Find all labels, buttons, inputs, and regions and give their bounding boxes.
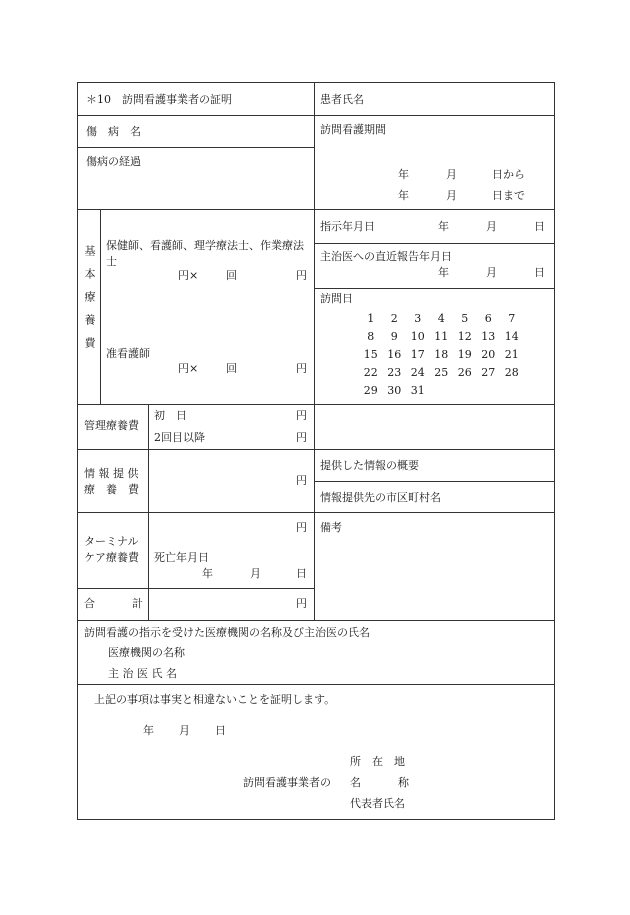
visit-day: 30 (387, 384, 402, 397)
terminal-fee-label-1: ターミナル (84, 535, 139, 548)
visit-day: 1 (367, 312, 375, 325)
death-month: 月 (250, 567, 261, 580)
visit-day: 10 (410, 330, 425, 343)
assoc-nurse-label: 准看護師 (106, 347, 150, 360)
provider-name-label-a: 名 (350, 776, 361, 789)
info-fee-label-2: 療 養 費 (84, 483, 139, 496)
death-day: 日 (296, 567, 307, 580)
cert-year: 年 (143, 724, 154, 737)
death-year: 年 (202, 567, 213, 580)
rule (314, 243, 554, 244)
rule (314, 481, 554, 482)
info-summary-label: 提供した情報の概要 (320, 459, 419, 472)
period-from-year: 年 (398, 168, 409, 181)
provider-name-label-b: 称 (398, 776, 409, 789)
report-month: 月 (486, 266, 497, 279)
nurse-yen: 円 (296, 269, 307, 282)
instruction-month: 月 (486, 220, 497, 233)
visit-day: 3 (414, 312, 422, 325)
assoc-yen: 円 (296, 362, 307, 375)
visit-day: 13 (481, 330, 496, 343)
visit-day: 14 (504, 330, 519, 343)
visit-day: 22 (363, 366, 378, 379)
visit-day: 8 (367, 330, 375, 343)
visit-days-calendar (359, 312, 524, 398)
rule (78, 404, 554, 405)
disease-course-label: 傷病の経過 (86, 155, 141, 168)
form-title: ＊10 訪問看護事業者の証明 (86, 93, 232, 106)
rule (78, 684, 554, 685)
assoc-count-unit: 回 (226, 362, 237, 375)
report-year: 年 (438, 266, 449, 279)
nurse-category-label: 保健師、看護師、理学療法士、作業療法士 (106, 239, 304, 268)
basic-fee-label: 基本療養費 (83, 245, 96, 360)
visit-day: 20 (481, 348, 496, 361)
instruction-date-label: 指示年月日 (320, 220, 375, 233)
first-day-label: 初 日 (154, 409, 187, 422)
visit-day: 4 (437, 312, 445, 325)
total-yen: 円 (296, 597, 307, 610)
rule (314, 83, 315, 620)
second-after-label: 2回目以降 (154, 431, 205, 444)
cert-day: 日 (215, 724, 226, 737)
nurse-unit-yen: 円× (178, 269, 199, 282)
instruction-day: 日 (534, 220, 545, 233)
visit-day: 17 (410, 348, 425, 361)
rule (78, 588, 314, 589)
visit-day: 23 (387, 366, 402, 379)
visit-day: 15 (363, 348, 378, 361)
rule (148, 404, 149, 620)
visit-day: 11 (434, 330, 449, 343)
info-municipality-label: 情報提供先の市区町村名 (320, 491, 441, 504)
visit-day: 24 (410, 366, 425, 379)
rule (78, 209, 554, 210)
visit-day: 2 (390, 312, 398, 325)
address-label: 所 在 地 (350, 755, 405, 768)
doctor-name-label: 主 治 医 氏 名 (108, 667, 177, 680)
period-from-day: 日から (492, 168, 525, 181)
visit-day: 27 (481, 366, 496, 379)
period-to-month: 月 (446, 189, 457, 202)
period-to-year: 年 (398, 189, 409, 202)
period-to-day: 日まで (492, 189, 525, 202)
info-fee-label-1: 情 報 提 供 (84, 467, 139, 480)
certification-form (77, 82, 555, 820)
rule (100, 209, 101, 404)
visit-day: 12 (457, 330, 472, 343)
second-after-yen: 円 (296, 431, 307, 444)
visit-day: 6 (484, 312, 492, 325)
terminal-fee-label-2: ケア療養費 (84, 551, 139, 564)
info-fee-yen: 円 (296, 474, 307, 487)
visit-period-label: 訪問看護期間 (320, 123, 386, 136)
representative-label: 代表者氏名 (350, 797, 405, 810)
visit-day: 18 (434, 348, 449, 361)
visit-day: 25 (434, 366, 449, 379)
total-label-2: 計 (132, 597, 143, 610)
visit-day: 5 (461, 312, 469, 325)
rule (78, 620, 554, 621)
visit-day: 28 (504, 366, 519, 379)
death-date-label: 死亡年月日 (154, 551, 209, 564)
report-day: 日 (534, 266, 545, 279)
visit-day: 16 (387, 348, 402, 361)
rule (78, 115, 554, 116)
total-label-1: 合 (84, 597, 95, 610)
assoc-unit-yen: 円× (178, 362, 199, 375)
visit-day: 19 (457, 348, 472, 361)
visit-day: 26 (457, 366, 472, 379)
provider-label: 訪問看護事業者の (243, 776, 331, 789)
cert-month: 月 (179, 724, 190, 737)
disease-name-label: 傷 病 名 (86, 125, 141, 138)
rule (78, 512, 554, 513)
institution-name-label: 医療機関の名称 (108, 646, 185, 659)
visit-day: 9 (390, 330, 398, 343)
certification-statement: 上記の事項は事実と相違ないことを証明します。 (94, 693, 336, 706)
report-date-label: 主治医への直近報告年月日 (320, 250, 452, 263)
instruction-year: 年 (438, 220, 449, 233)
rule (314, 288, 554, 289)
visit-day: 31 (410, 384, 425, 397)
rule (78, 147, 314, 148)
visit-day: 29 (363, 384, 378, 397)
institution-heading: 訪問看護の指示を受けた医療機関の名称及び主治医の氏名 (84, 626, 370, 639)
patient-name-label: 患者氏名 (320, 93, 364, 106)
visit-day: 7 (508, 312, 516, 325)
visit-days-label: 訪問日 (320, 292, 353, 305)
terminal-fee-yen: 円 (296, 521, 307, 534)
nurse-count-unit: 回 (226, 269, 237, 282)
management-fee-label: 管理療養費 (84, 419, 139, 432)
visit-day: 21 (504, 348, 519, 361)
first-day-yen: 円 (296, 409, 307, 422)
period-from-month: 月 (446, 168, 457, 181)
remarks-label: 備考 (320, 521, 342, 534)
rule (78, 449, 554, 450)
